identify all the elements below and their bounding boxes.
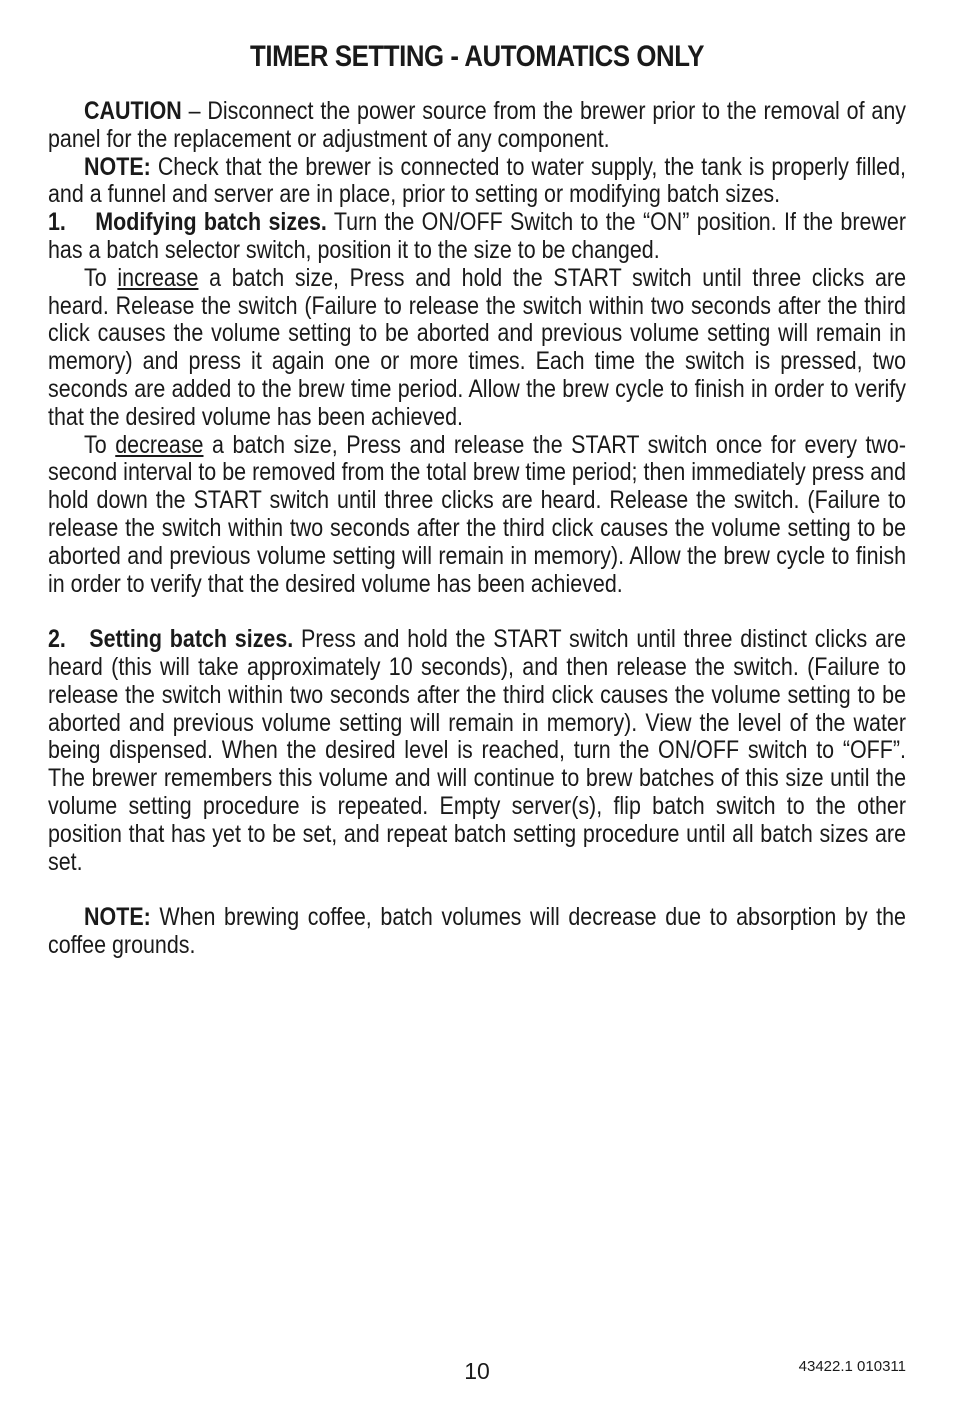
note-label: NOTE: [84,152,151,181]
caution-label: CAUTION [84,97,182,125]
section-2-text: Press and hold the START switch until three distinct clicks are heard (this will take approximately 10 seconds), and then release the switch. (Failure to release the switch within two seconds after the third click causes the volume setting to be aborted and previous volume setting will remain in memory). View the level of the water being dispensed. When the desired level is reached, turn the ON/OFF switch to “OFF”. The brewer remembers this volume and will continue to brew batches of this size until the volume setting procedure is repeated. Empty server(s), flip batch switch to the other position that has yet to be set, and repeat batch setting procedure until all batch sizes are set. [48,625,907,876]
increase-keyword: increase [117,263,199,292]
page-number: 10 [464,1358,490,1384]
document-page [48,40,906,960]
decrease-prefix: To [84,430,116,459]
increase-paragraph [48,265,906,432]
section-2-heading: Setting batch sizes. [89,625,294,654]
section-1-text: Turn the ON/OFF Switch to the “ON” position. If the brewer has a batch selector switch, position it to the size to be changed. [48,208,906,264]
note-paragraph [48,154,906,210]
decrease-paragraph [48,432,906,599]
note-2-text: When brewing coffee, batch volumes will decrease due to absorption by the coffee grounds. [48,903,906,959]
section-2-paragraph [48,626,906,876]
note-text: Check that the brewer is connected to water supply, the tank is properly filled, and a funnel and server are in place, prior to setting or modifying batch sizes. [48,152,906,209]
note-paragraph-2 [48,904,906,960]
decrease-keyword: decrease [115,430,204,459]
note-2-label: NOTE: [84,903,151,932]
section-1-number: 1. [48,208,66,237]
section-2-number: 2. [48,625,66,654]
section-1-heading: Modifying batch sizes. [95,208,327,237]
section-1-paragraph [48,209,906,265]
increase-text: a batch size, Press and hold the START switch until three clicks are heard. Release the switch (Failure to release the switch within two seconds after the third click causes the volume setting to be aborted and previous volume setting will remain in memory) and press it again one or more times. Each time the switch is pressed, two seconds are added to the brew time period. Allow the brew cycle to finish in order to verify that the desired volume has been achieved. [48,263,906,431]
increase-prefix: To [84,263,118,292]
caution-paragraph [48,98,906,154]
page-title: TIMER SETTING - AUTOMATICS ONLY [250,40,704,73]
caution-text: – Disconnect the power source from the brewer prior to the removal of any panel for the replacement or adjustment of any component. [48,97,906,153]
paragraph-spacer [48,598,906,626]
paragraph-spacer [48,876,906,904]
decrease-text: a batch size, Press and release the START switch once for every two-second interval to be removed from the total brew time period; then immediately press and hold down the START switch until three clicks are heard. Release the switch. (Failure to release the switch within two seconds after the third click causes the volume setting to be aborted and previous volume setting will remain in memory). Allow the brew cycle to finish in order to verify that the desired volume has been achieved. [48,430,906,598]
document-code: 43422.1 010311 [798,1358,906,1375]
document-body [48,98,906,960]
